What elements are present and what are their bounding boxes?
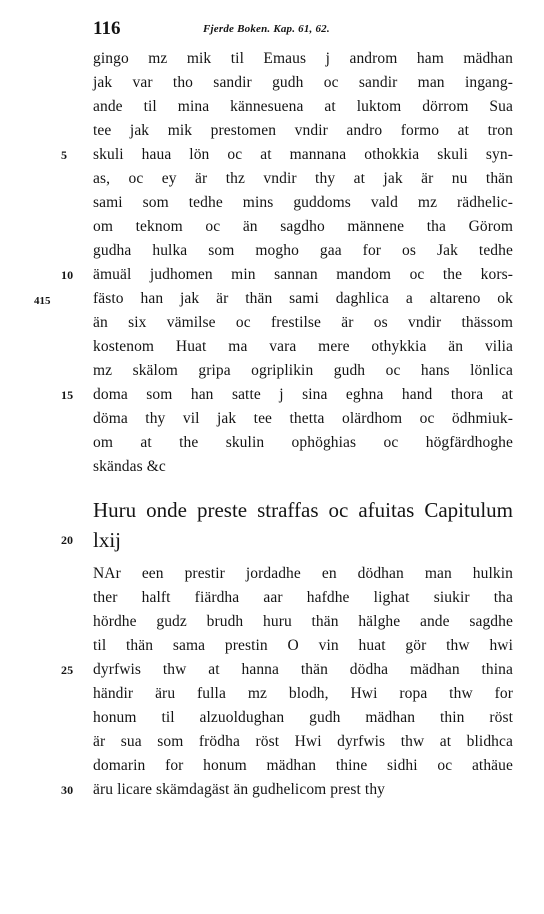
line-text: döma thy vil jak tee thetta olärdhom oc ödhmiuk- [93,410,513,427]
line-text: fästo han jak är thän sami daghlica a altareno ok [93,290,513,307]
text-line [93,706,513,730]
text-line [93,71,513,95]
line-text: gingo mz mik til Emaus j androm ham mädhan [93,50,513,67]
text-line [61,658,513,682]
line-text: Huru onde preste straffas oc afuitas Capitulum [93,498,513,522]
text-line [61,263,513,287]
line-text: hördhe gudz brudh huru thän hälghe ande sagdhe [93,613,513,630]
line-text: domarin for honum mädhan thine sidhi oc athäue [93,757,513,774]
text-line [93,287,513,311]
line-text: honum til alzuoldughan gudh mädhan thin röst [93,709,513,726]
text-line [93,407,513,431]
line-text: händir äru fulla mz blodh, Hwi ropa thw for [93,685,513,702]
line-text: skändas &c [93,458,166,475]
line-text: as, oc ey är thz vndir thy at jak är nu thän [93,170,513,187]
text-line [93,610,513,634]
line-number: 15 [61,388,74,402]
text-line [93,431,513,455]
line-number: 5 [61,148,68,162]
text-line [93,455,513,479]
line-text: lxij [93,528,122,552]
line-text: doma som han satte j sina eghna hand thora at [93,386,513,403]
text-line [93,191,513,215]
text-line [93,95,513,119]
line-text: til thän sama prestin O vin huat gör thw hwi [93,637,513,654]
text-line [93,167,513,191]
text-line [93,359,513,383]
text-line [61,778,513,802]
line-text: om at the skulin ophöghias oc högfärdhoghe [93,434,513,451]
text-line [93,634,513,658]
line-text: NAr een prestir jordadhe en dödhan man hulkin [93,565,513,582]
text-line [93,47,513,71]
text-line [61,143,513,167]
line-text: än six vämilse oc frestilse är os vndir thässom [93,314,513,331]
text-line [61,383,513,407]
text-line [93,754,513,778]
page-number: 116 [93,18,121,39]
line-text: är sua som frödha röst Hwi dyrfwis thw at blidhca [93,733,513,750]
line-number: 20 [61,533,73,547]
line-text: dyrfwis thw at hanna thän dödha mädhan thina [93,661,513,678]
page-header [0,0,544,48]
chapter-62-text [61,562,513,802]
line-number: 25 [61,663,74,677]
line-text: ämuäl judhomen min sannan mandom oc the kors- [93,266,513,283]
text-line [93,682,513,706]
text-line [93,119,513,143]
line-text: jak var tho sandir gudh oc sandir man ingang- [93,74,513,91]
line-text: ande til mina kännesuena at luktom dörrom Sua [93,98,513,115]
line-text: kostenom Huat ma vara mere othykkia än vilia [93,338,513,355]
text-line [93,335,513,359]
running-head: Fjerde Boken. Kap. 61, 62. [203,23,330,35]
line-text: tee jak mik prestomen vndir andro formo at tron [93,122,513,139]
line-text: skuli haua lön oc at mannana othokkia skuli syn- [93,146,513,163]
line-text: om teknom oc än sagdho männene tha Görom [93,218,513,235]
text-line [93,215,513,239]
chapter-61-text [61,47,513,479]
text-line [93,311,513,335]
line-text: ther halft fiärdha aar hafdhe lighat siukir tha [93,589,513,606]
text-line [93,239,513,263]
line-text: mz skälom gripa ogriplikin gudh oc hans lönlica [93,362,513,379]
text-line [93,730,513,754]
line-text: äru licare skämdagäst än gudhelicom prest thy [93,781,386,798]
text-line [93,495,513,525]
line-text: gudha hulka som mogho gaa for os Jak tedhe [93,242,513,259]
text-line [93,586,513,610]
line-number: 30 [61,783,74,797]
text-line [61,525,513,555]
line-number: 10 [61,268,74,282]
text-line [93,562,513,586]
margin-reference-number: 415 [34,295,51,307]
chapter-62-heading [61,495,513,555]
line-text: sami som tedhe mins guddoms vald mz rädhelic- [93,194,513,211]
